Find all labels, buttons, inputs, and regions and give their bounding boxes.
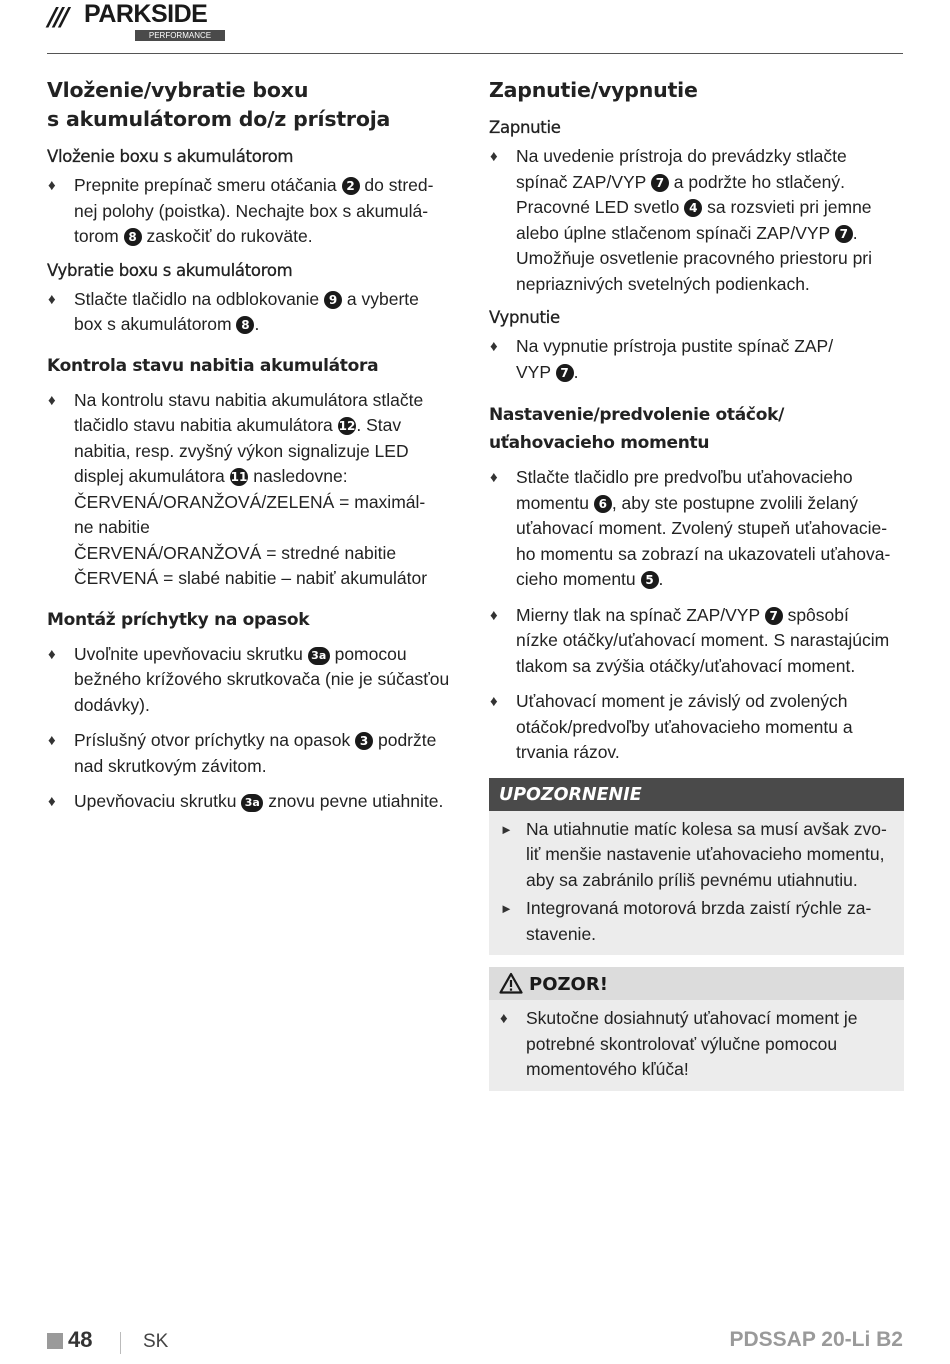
- list-item: ♦ Skutočne dosiahnutý uťahovací moment je potrebné skontrolovať výlučne pomocou momentového kľúča!: [500, 1008, 858, 1079]
- callout-number: 7: [651, 174, 669, 192]
- callout-number: 12: [338, 419, 356, 433]
- warning-box: [489, 967, 904, 1091]
- subheading: Vloženie boxu s akumulátorom: [47, 147, 294, 166]
- diamond-bullet-icon: ♦: [490, 606, 498, 624]
- callout-number: 9: [324, 291, 342, 309]
- callout-number: 3a: [308, 647, 330, 665]
- footer-divider: [120, 1332, 121, 1354]
- list-item: ♦ Príslušný otvor príchytky na opasok 3 podržte nad skrutkovým závitom.: [48, 730, 437, 776]
- section-battery-charge-check: [47, 354, 462, 592]
- diamond-bullet-icon: ♦: [48, 391, 56, 409]
- callout-number: 7: [556, 364, 574, 382]
- diamond-bullet-icon: ♦: [500, 1010, 508, 1027]
- callout-number: 5: [641, 571, 659, 589]
- callout-number: 7: [835, 225, 853, 243]
- callout-number: 7: [765, 607, 783, 625]
- subheading: Vybratie boxu s akumulátorom: [47, 260, 293, 280]
- page-number: 48: [68, 1327, 93, 1352]
- triangle-bullet-icon: ►: [500, 821, 513, 837]
- parkside-logo: [48, 0, 248, 44]
- list-item: ♦ Upevňovaciu skrutku 3a znovu pevne utiahnite.: [47, 789, 462, 815]
- language-code: SK: [143, 1331, 169, 1352]
- callout-number: 2: [342, 177, 360, 195]
- list-item: ♦ Na kontrolu stavu nabitia akumulátora stlačte tlačidlo stavu nabitia akumulátora 12. Stav nabitia, resp. zvyšný výkon signalizuje LED displej akumulátora 11 nasledovne: ČERVENÁ/ORANŽOVÁ/ZELENÁ = maximál- ne nabitie ČERVENÁ/ORANŽOVÁ = stredné nabitie ČERVENÁ = slabé nabitie – nabiť akumulátor: [48, 389, 428, 588]
- section-torque-preset: [489, 401, 904, 766]
- list-item: ♦ Prepnite prepínač smeru otáčania 2 do stred- nej polohy (poistka). Nechajte box s akumulá- torom 8 zaskočiť do rukoväte.: [48, 175, 434, 246]
- list-item: ♦ Na vypnutie prístroja pustite spínač ZAP/ VYP 7 .: [490, 336, 834, 382]
- section-insert-remove-battery: [47, 76, 462, 338]
- diamond-bullet-icon: ♦: [48, 793, 56, 810]
- logo-slashes: ///: [48, 2, 67, 31]
- notice-box: [489, 778, 904, 956]
- warning-triangle-icon: [499, 972, 523, 994]
- callout-number: 3a: [241, 794, 263, 812]
- callout-number: 6: [594, 495, 612, 513]
- diamond-bullet-icon: ♦: [490, 469, 498, 486]
- section-title: Vloženie/vybratie boxu s akumulátorom do/z prístroja: [47, 78, 391, 131]
- notice-heading: UPOZORNENIE: [489, 778, 904, 811]
- section-belt-clip-mounting: [47, 608, 462, 815]
- callout-number: 8: [124, 228, 142, 246]
- callout-number: 3: [355, 732, 373, 750]
- callout-number: 11: [230, 470, 248, 484]
- logo-subtitle: PERFORMANCE: [135, 30, 225, 41]
- section-title: Zapnutie/vypnutie: [489, 78, 698, 102]
- diamond-bullet-icon: ♦: [490, 148, 498, 165]
- subheading: Vypnutie: [489, 308, 560, 327]
- section-title: Nastavenie/predvolenie otáčok/ uťahovacieho momentu: [489, 405, 784, 453]
- header-divider: [47, 53, 903, 54]
- section-on-off: [489, 76, 904, 385]
- subheading: Zapnutie: [489, 118, 561, 137]
- diamond-bullet-icon: ♦: [48, 290, 56, 308]
- diamond-bullet-icon: ♦: [490, 338, 498, 355]
- warning-heading: POZOR!: [489, 967, 904, 1000]
- list-item: ► Na utiahnutie matíc kolesa sa musí avšak zvo- liť menšie nastavenie uťahovacieho momentu, aby sa zabránilo príliš pevnému utiahnutiu.: [500, 818, 887, 890]
- list-item: ♦ Uvoľnite upevňovaciu skrutku 3a pomocou bežného krížového skrutkovača (nie je súčasťou dodávky).: [48, 643, 450, 715]
- diamond-bullet-icon: ♦: [48, 177, 56, 194]
- section-title: Montáž príchytky na opasok: [47, 609, 310, 630]
- left-column: [47, 76, 462, 815]
- list-item: ♦ Mierny tlak na spínač ZAP/VYP 7 spôsobí nízke otáčky/uťahovací moment. S narastajúcim tlakom sa zvýšia otáčky/uťahovací moment.: [490, 604, 890, 676]
- list-item: ♦ Na uvedenie prístroja do prevádzky stlačte spínač ZAP/VYP 7 a podržte ho stlačený. Pracovné LED svetlo 4 sa rozsvieti pri jemne alebo úplne stlačenom spínači ZAP/VYP 7 . Umožňuje osvetlenie pracovného priestoru pri nepriaznivých svetelných podienkach.: [490, 146, 873, 294]
- list-item: ♦ Stlačte tlačidlo pre predvoľbu uťahovacieho momentu 6 , aby ste postupne zvolili želaný uťahovací moment. Zvolený stupeň uťahovacie- ho momentu sa zobrazí na ukazovateli uťahova- cieho momentu 5 .: [490, 467, 891, 589]
- callout-number: 4: [684, 199, 702, 217]
- logo-wordmark: PARKSIDE: [84, 0, 208, 28]
- section-title: Kontrola stavu nabitia akumulátora: [47, 355, 379, 376]
- right-column: [489, 76, 904, 1091]
- diamond-bullet-icon: ♦: [48, 645, 56, 663]
- footer-marker: [47, 1333, 63, 1349]
- callout-number: 8: [236, 316, 254, 334]
- list-item: ♦ Uťahovací moment je závislý od zvolených otáčok/predvoľby uťahovacieho momentu a trvania rázov.: [490, 691, 853, 762]
- list-item: ♦ Stlačte tlačidlo na odblokovanie 9 a vyberte box s akumulátorom 8 .: [48, 288, 419, 334]
- diamond-bullet-icon: ♦: [48, 732, 56, 749]
- model-name: PDSSAP 20-Li B2: [729, 1328, 903, 1351]
- diamond-bullet-icon: ♦: [490, 693, 498, 710]
- triangle-bullet-icon: ►: [500, 901, 513, 916]
- list-item: ► Integrovaná motorová brzda zaistí rýchle za- stavenie.: [500, 898, 872, 944]
